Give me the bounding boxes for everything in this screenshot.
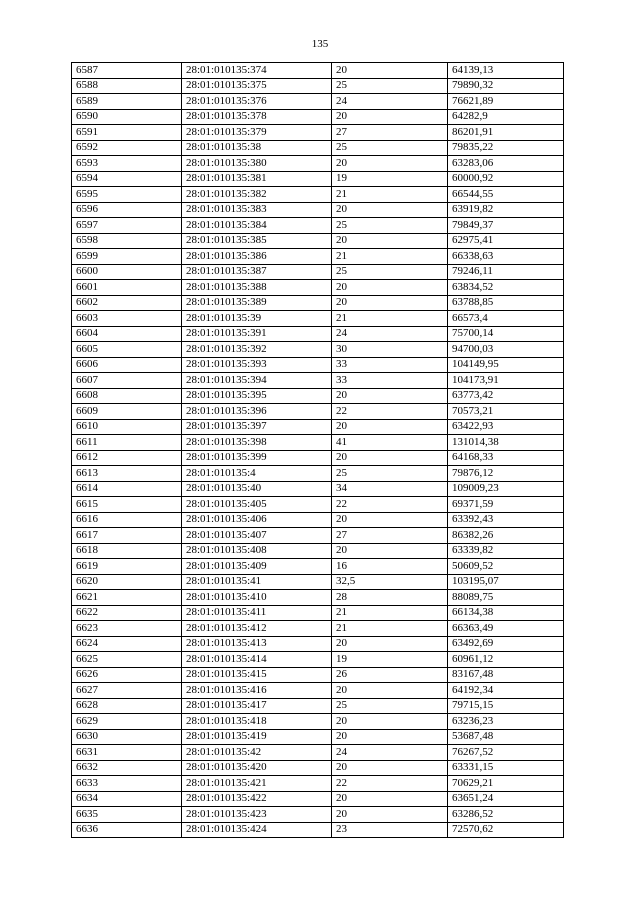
area-cell: 20 (332, 233, 448, 249)
value-cell: 94700,03 (448, 342, 564, 358)
area-cell: 20 (332, 450, 448, 466)
area-cell: 20 (332, 419, 448, 435)
area-cell: 20 (332, 63, 448, 79)
row-number-cell: 6601 (72, 280, 182, 296)
row-number-cell: 6610 (72, 419, 182, 435)
area-cell: 21 (332, 605, 448, 621)
area-cell: 22 (332, 404, 448, 420)
table-row (72, 466, 564, 482)
value-cell: 64139,13 (448, 63, 564, 79)
area-cell: 20 (332, 791, 448, 807)
area-cell: 20 (332, 512, 448, 528)
table-row (72, 590, 564, 606)
row-number-cell: 6623 (72, 621, 182, 637)
cadastral-number-cell: 28:01:010135:411 (182, 605, 332, 621)
table-row (72, 714, 564, 730)
row-number-cell: 6591 (72, 125, 182, 141)
cadastral-number-cell: 28:01:010135:399 (182, 450, 332, 466)
value-cell: 103195,07 (448, 574, 564, 590)
table-row (72, 435, 564, 451)
row-number-cell: 6603 (72, 311, 182, 327)
value-cell: 63788,85 (448, 295, 564, 311)
row-number-cell: 6598 (72, 233, 182, 249)
value-cell: 64282,9 (448, 109, 564, 125)
cadastral-number-cell: 28:01:010135:407 (182, 528, 332, 544)
area-cell: 25 (332, 698, 448, 714)
cadastral-number-cell: 28:01:010135:388 (182, 280, 332, 296)
area-cell: 19 (332, 171, 448, 187)
value-cell: 75700,14 (448, 326, 564, 342)
area-cell: 20 (332, 388, 448, 404)
row-number-cell: 6595 (72, 187, 182, 203)
table-body (72, 63, 564, 838)
area-cell: 41 (332, 435, 448, 451)
area-cell: 24 (332, 94, 448, 110)
table-row (72, 202, 564, 218)
table-row (72, 218, 564, 234)
table-row (72, 636, 564, 652)
area-cell: 34 (332, 481, 448, 497)
row-number-cell: 6619 (72, 559, 182, 575)
cadastral-number-cell: 28:01:010135:420 (182, 760, 332, 776)
row-number-cell: 6622 (72, 605, 182, 621)
table-row (72, 605, 564, 621)
table-row (72, 78, 564, 94)
value-cell: 79890,32 (448, 78, 564, 94)
cadastral-number-cell: 28:01:010135:408 (182, 543, 332, 559)
row-number-cell: 6617 (72, 528, 182, 544)
row-number-cell: 6597 (72, 218, 182, 234)
value-cell: 66134,38 (448, 605, 564, 621)
cadastral-number-cell: 28:01:010135:382 (182, 187, 332, 203)
table-row (72, 109, 564, 125)
area-cell: 24 (332, 745, 448, 761)
area-cell: 16 (332, 559, 448, 575)
row-number-cell: 6624 (72, 636, 182, 652)
value-cell: 53687,48 (448, 729, 564, 745)
value-cell: 60000,92 (448, 171, 564, 187)
row-number-cell: 6605 (72, 342, 182, 358)
cadastral-number-cell: 28:01:010135:391 (182, 326, 332, 342)
area-cell: 20 (332, 109, 448, 125)
value-cell: 63919,82 (448, 202, 564, 218)
table-row (72, 450, 564, 466)
table-row (72, 543, 564, 559)
area-cell: 27 (332, 528, 448, 544)
area-cell: 21 (332, 249, 448, 265)
table-row (72, 171, 564, 187)
value-cell: 79246,11 (448, 264, 564, 280)
value-cell: 60961,12 (448, 652, 564, 668)
value-cell: 104149,95 (448, 357, 564, 373)
cadastral-number-cell: 28:01:010135:375 (182, 78, 332, 94)
cadastral-number-cell: 28:01:010135:397 (182, 419, 332, 435)
area-cell: 23 (332, 822, 448, 838)
row-number-cell: 6596 (72, 202, 182, 218)
row-number-cell: 6627 (72, 683, 182, 699)
table-row (72, 280, 564, 296)
area-cell: 24 (332, 326, 448, 342)
row-number-cell: 6631 (72, 745, 182, 761)
value-cell: 63773,42 (448, 388, 564, 404)
table-row (72, 822, 564, 838)
table-row (72, 760, 564, 776)
area-cell: 26 (332, 667, 448, 683)
row-number-cell: 6634 (72, 791, 182, 807)
row-number-cell: 6614 (72, 481, 182, 497)
value-cell: 66338,63 (448, 249, 564, 265)
area-cell: 32,5 (332, 574, 448, 590)
area-cell: 21 (332, 187, 448, 203)
area-cell: 30 (332, 342, 448, 358)
row-number-cell: 6590 (72, 109, 182, 125)
cadastral-number-cell: 28:01:010135:398 (182, 435, 332, 451)
cadastral-number-cell: 28:01:010135:396 (182, 404, 332, 420)
table-row (72, 419, 564, 435)
value-cell: 66544,55 (448, 187, 564, 203)
row-number-cell: 6602 (72, 295, 182, 311)
value-cell: 63651,24 (448, 791, 564, 807)
row-number-cell: 6625 (72, 652, 182, 668)
cadastral-number-cell: 28:01:010135:415 (182, 667, 332, 683)
cadastral-number-cell: 28:01:010135:421 (182, 776, 332, 792)
row-number-cell: 6593 (72, 156, 182, 172)
table-row (72, 512, 564, 528)
value-cell: 83167,48 (448, 667, 564, 683)
row-number-cell: 6629 (72, 714, 182, 730)
value-cell: 70573,21 (448, 404, 564, 420)
row-number-cell: 6609 (72, 404, 182, 420)
row-number-cell: 6587 (72, 63, 182, 79)
row-number-cell: 6613 (72, 466, 182, 482)
cadastral-number-cell: 28:01:010135:405 (182, 497, 332, 513)
row-number-cell: 6635 (72, 807, 182, 823)
row-number-cell: 6628 (72, 698, 182, 714)
cadastral-number-cell: 28:01:010135:385 (182, 233, 332, 249)
row-number-cell: 6607 (72, 373, 182, 389)
cadastral-number-cell: 28:01:010135:38 (182, 140, 332, 156)
value-cell: 63283,06 (448, 156, 564, 172)
value-cell: 64192,34 (448, 683, 564, 699)
cadastral-number-cell: 28:01:010135:42 (182, 745, 332, 761)
row-number-cell: 6630 (72, 729, 182, 745)
value-cell: 63331,15 (448, 760, 564, 776)
value-cell: 69371,59 (448, 497, 564, 513)
value-cell: 88089,75 (448, 590, 564, 606)
cadastral-number-cell: 28:01:010135:422 (182, 791, 332, 807)
cadastral-number-cell: 28:01:010135:384 (182, 218, 332, 234)
value-cell: 104173,91 (448, 373, 564, 389)
cadastral-number-cell: 28:01:010135:424 (182, 822, 332, 838)
table-row (72, 807, 564, 823)
table-row (72, 326, 564, 342)
area-cell: 20 (332, 156, 448, 172)
area-cell: 27 (332, 125, 448, 141)
cadastral-number-cell: 28:01:010135:412 (182, 621, 332, 637)
cadastral-number-cell: 28:01:010135:389 (182, 295, 332, 311)
table-row (72, 63, 564, 79)
cadastral-number-cell: 28:01:010135:4 (182, 466, 332, 482)
value-cell: 64168,33 (448, 450, 564, 466)
table-row (72, 776, 564, 792)
row-number-cell: 6594 (72, 171, 182, 187)
cadastral-number-cell: 28:01:010135:379 (182, 125, 332, 141)
row-number-cell: 6633 (72, 776, 182, 792)
table-row (72, 342, 564, 358)
table-row (72, 621, 564, 637)
area-cell: 20 (332, 295, 448, 311)
row-number-cell: 6621 (72, 590, 182, 606)
cadastral-number-cell: 28:01:010135:413 (182, 636, 332, 652)
cadastral-number-cell: 28:01:010135:40 (182, 481, 332, 497)
cadastral-number-cell: 28:01:010135:393 (182, 357, 332, 373)
value-cell: 72570,62 (448, 822, 564, 838)
cadastral-number-cell: 28:01:010135:395 (182, 388, 332, 404)
table-row (72, 388, 564, 404)
table-row (72, 233, 564, 249)
row-number-cell: 6606 (72, 357, 182, 373)
area-cell: 20 (332, 280, 448, 296)
value-cell: 63392,43 (448, 512, 564, 528)
area-cell: 25 (332, 78, 448, 94)
row-number-cell: 6615 (72, 497, 182, 513)
value-cell: 63339,82 (448, 543, 564, 559)
area-cell: 25 (332, 466, 448, 482)
table-row (72, 574, 564, 590)
cadastral-number-cell: 28:01:010135:406 (182, 512, 332, 528)
row-number-cell: 6604 (72, 326, 182, 342)
table-row (72, 652, 564, 668)
value-cell: 79849,37 (448, 218, 564, 234)
cadastral-number-cell: 28:01:010135:419 (182, 729, 332, 745)
table-row (72, 311, 564, 327)
table-row (72, 481, 564, 497)
page-number: 135 (311, 38, 329, 50)
table-row (72, 187, 564, 203)
cadastral-number-cell: 28:01:010135:378 (182, 109, 332, 125)
area-cell: 25 (332, 218, 448, 234)
row-number-cell: 6611 (72, 435, 182, 451)
row-number-cell: 6612 (72, 450, 182, 466)
cadastral-number-cell: 28:01:010135:423 (182, 807, 332, 823)
table-row (72, 528, 564, 544)
table-row (72, 140, 564, 156)
table-row (72, 404, 564, 420)
cadastral-number-cell: 28:01:010135:381 (182, 171, 332, 187)
row-number-cell: 6589 (72, 94, 182, 110)
value-cell: 109009,23 (448, 481, 564, 497)
table-row (72, 156, 564, 172)
value-cell: 66363,49 (448, 621, 564, 637)
cadastral-number-cell: 28:01:010135:416 (182, 683, 332, 699)
value-cell: 76267,52 (448, 745, 564, 761)
table-row (72, 125, 564, 141)
area-cell: 21 (332, 621, 448, 637)
table-row (72, 249, 564, 265)
table-row (72, 683, 564, 699)
area-cell: 25 (332, 140, 448, 156)
area-cell: 20 (332, 714, 448, 730)
table-row (72, 264, 564, 280)
value-cell: 63236,23 (448, 714, 564, 730)
cadastral-number-cell: 28:01:010135:380 (182, 156, 332, 172)
table-row (72, 373, 564, 389)
area-cell: 20 (332, 683, 448, 699)
area-cell: 19 (332, 652, 448, 668)
cadastral-number-cell: 28:01:010135:409 (182, 559, 332, 575)
row-number-cell: 6592 (72, 140, 182, 156)
row-number-cell: 6618 (72, 543, 182, 559)
row-number-cell: 6599 (72, 249, 182, 265)
cadastral-number-cell: 28:01:010135:410 (182, 590, 332, 606)
data-table (71, 62, 564, 838)
cadastral-number-cell: 28:01:010135:414 (182, 652, 332, 668)
value-cell: 131014,38 (448, 435, 564, 451)
cadastral-number-cell: 28:01:010135:386 (182, 249, 332, 265)
row-number-cell: 6626 (72, 667, 182, 683)
value-cell: 86382,26 (448, 528, 564, 544)
area-cell: 28 (332, 590, 448, 606)
cadastral-number-cell: 28:01:010135:417 (182, 698, 332, 714)
area-cell: 25 (332, 264, 448, 280)
table-row (72, 94, 564, 110)
value-cell: 70629,21 (448, 776, 564, 792)
table-row (72, 357, 564, 373)
cadastral-number-cell: 28:01:010135:387 (182, 264, 332, 280)
area-cell: 21 (332, 311, 448, 327)
area-cell: 20 (332, 543, 448, 559)
cadastral-number-cell: 28:01:010135:376 (182, 94, 332, 110)
area-cell: 33 (332, 373, 448, 389)
row-number-cell: 6588 (72, 78, 182, 94)
area-cell: 20 (332, 729, 448, 745)
cadastral-number-cell: 28:01:010135:392 (182, 342, 332, 358)
cadastral-number-cell: 28:01:010135:383 (182, 202, 332, 218)
area-cell: 20 (332, 807, 448, 823)
value-cell: 63422,93 (448, 419, 564, 435)
value-cell: 63286,52 (448, 807, 564, 823)
row-number-cell: 6608 (72, 388, 182, 404)
row-number-cell: 6632 (72, 760, 182, 776)
area-cell: 20 (332, 760, 448, 776)
cadastral-number-cell: 28:01:010135:41 (182, 574, 332, 590)
value-cell: 86201,91 (448, 125, 564, 141)
area-cell: 33 (332, 357, 448, 373)
value-cell: 50609,52 (448, 559, 564, 575)
row-number-cell: 6600 (72, 264, 182, 280)
table-row (72, 698, 564, 714)
row-number-cell: 6636 (72, 822, 182, 838)
table-row (72, 497, 564, 513)
row-number-cell: 6620 (72, 574, 182, 590)
row-number-cell: 6616 (72, 512, 182, 528)
table-row (72, 295, 564, 311)
cadastral-number-cell: 28:01:010135:39 (182, 311, 332, 327)
value-cell: 79715,15 (448, 698, 564, 714)
value-cell: 79835,22 (448, 140, 564, 156)
area-cell: 22 (332, 497, 448, 513)
area-cell: 20 (332, 202, 448, 218)
cadastral-number-cell: 28:01:010135:418 (182, 714, 332, 730)
table-row (72, 729, 564, 745)
value-cell: 63834,52 (448, 280, 564, 296)
cadastral-number-cell: 28:01:010135:394 (182, 373, 332, 389)
area-cell: 22 (332, 776, 448, 792)
table-row (72, 745, 564, 761)
area-cell: 20 (332, 636, 448, 652)
value-cell: 76621,89 (448, 94, 564, 110)
value-cell: 62975,41 (448, 233, 564, 249)
table-row (72, 791, 564, 807)
value-cell: 66573,4 (448, 311, 564, 327)
value-cell: 63492,69 (448, 636, 564, 652)
table-row (72, 667, 564, 683)
cadastral-number-cell: 28:01:010135:374 (182, 63, 332, 79)
value-cell: 79876,12 (448, 466, 564, 482)
table-row (72, 559, 564, 575)
